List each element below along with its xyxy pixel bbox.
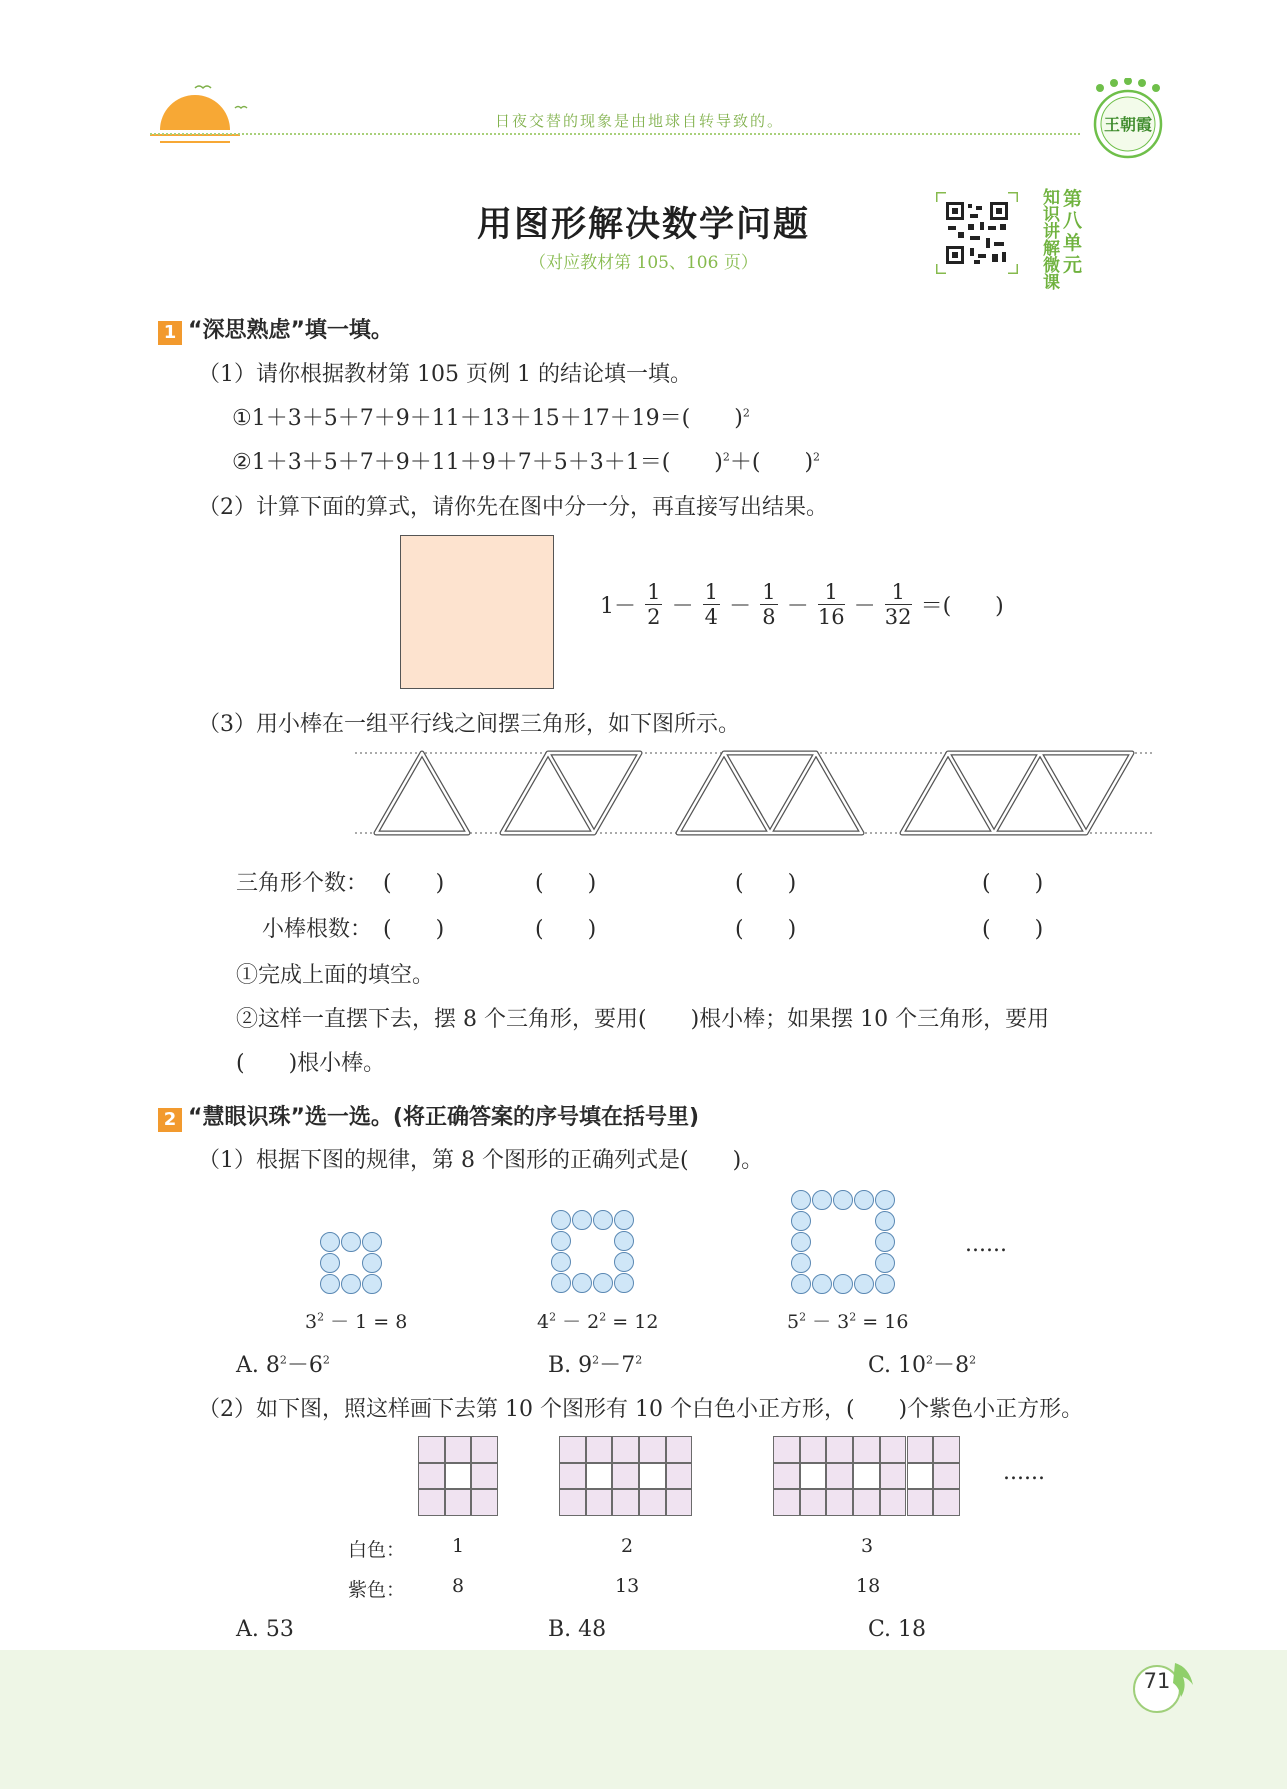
side-char: 单	[1063, 232, 1083, 254]
purple-value: 13	[615, 1575, 640, 1597]
equation: ①1＋3＋5＋7＋9＋11＋13＋15＋17＋19＝( )	[232, 406, 743, 431]
question-number-badge: 1	[158, 321, 182, 345]
purple-square	[559, 1489, 586, 1516]
fraction	[760, 580, 777, 629]
label-rest: = 16	[856, 1311, 909, 1333]
exponent: 2	[926, 1353, 934, 1367]
purple-square	[666, 1463, 693, 1490]
triangle-group-1	[376, 753, 468, 833]
purple-square	[418, 1489, 445, 1516]
circle	[362, 1232, 382, 1252]
exponent: 2	[599, 1310, 607, 1324]
purple-label: 紫色：	[348, 1579, 406, 1601]
circle	[551, 1273, 571, 1293]
denominator: 16	[817, 605, 845, 629]
purple-square	[559, 1463, 586, 1490]
base: 4	[537, 1311, 550, 1333]
q2-part2-intro: （2）如下图，照这样画下去第 10 个图形有 10 个白色小正方形，( )个紫色小正方形。	[198, 1397, 1084, 1422]
minus-sign: －	[599, 1353, 622, 1378]
minus-sign: －	[671, 594, 694, 619]
pattern-ellipsis: ......	[965, 1232, 1007, 1257]
purple-square	[933, 1463, 960, 1490]
side-char: 解	[1043, 239, 1060, 259]
exponent: 2	[799, 1310, 807, 1324]
white-square	[800, 1463, 827, 1490]
circle	[341, 1274, 361, 1294]
stick-count-label: 小棒根数：	[262, 917, 373, 942]
minus-sign: －	[933, 1353, 956, 1378]
answer-blank[interactable]: ( )	[535, 871, 597, 896]
purple-square	[907, 1489, 934, 1516]
side-char: 第	[1063, 188, 1083, 210]
sun-icon	[150, 80, 250, 150]
page-title: 用图形解决数学问题	[476, 205, 810, 245]
purple-square	[445, 1436, 472, 1463]
option-base: 8	[265, 1353, 280, 1378]
circle	[791, 1211, 811, 1231]
purple-square	[639, 1436, 666, 1463]
logo-badge-icon	[1088, 78, 1168, 166]
option-base: 7	[621, 1353, 636, 1378]
option-c[interactable]: C. 18	[868, 1617, 927, 1642]
white-square	[445, 1463, 472, 1490]
minus-sign: －	[286, 1353, 309, 1378]
purple-value: 18	[856, 1575, 881, 1597]
triangle-group-3	[678, 753, 862, 833]
q1-part2-intro: （2）计算下面的算式，请你先在图中分一分，再直接写出结果。	[198, 495, 828, 520]
side-char: 讲	[1043, 222, 1060, 242]
white-value: 2	[621, 1535, 634, 1557]
pattern-label-3	[787, 1307, 908, 1334]
purple-square	[639, 1489, 666, 1516]
exponent: 2	[635, 1353, 643, 1367]
exponent: 2	[279, 1353, 287, 1367]
circle	[362, 1253, 382, 1273]
circle	[833, 1274, 853, 1294]
circle	[812, 1274, 832, 1294]
circle	[791, 1190, 811, 1210]
question-1-heading	[158, 313, 393, 345]
numerator: 1	[647, 580, 661, 604]
purple-square	[880, 1489, 907, 1516]
q2-part1-intro: （1）根据下图的规律，第 8 个图形的正确列式是( )。	[198, 1148, 764, 1173]
exponent: 2	[969, 1353, 977, 1367]
circle-pattern-2	[551, 1210, 635, 1294]
denominator: 8	[762, 605, 776, 629]
purple-square	[773, 1436, 800, 1463]
side-char: 微	[1043, 256, 1060, 276]
circle	[614, 1273, 634, 1293]
base: 5	[787, 1311, 800, 1333]
purple-square	[559, 1436, 586, 1463]
denominator: 4	[704, 605, 719, 629]
denominator: 32	[884, 605, 912, 629]
side-char: 八	[1063, 210, 1083, 232]
q1-part3-b-line2: ( )根小棒。	[236, 1051, 386, 1076]
fraction	[703, 580, 720, 629]
answer-blank[interactable]: ( )	[735, 871, 797, 896]
fraction	[645, 580, 662, 629]
circle	[572, 1273, 592, 1293]
purple-square	[666, 1436, 693, 1463]
purple-square	[933, 1489, 960, 1516]
white-square	[586, 1463, 613, 1490]
exponent: 2	[592, 1353, 600, 1367]
qr-code-icon[interactable]	[936, 192, 1018, 274]
formula-end: ＝( )	[920, 594, 1004, 619]
option-b[interactable]: B. 48	[548, 1617, 607, 1642]
svg-text:王朝霞: 王朝霞	[1103, 115, 1153, 134]
numerator: 1	[818, 580, 845, 605]
header-dotted-line	[150, 133, 1080, 135]
square-grid-1	[418, 1436, 498, 1516]
purple-square	[471, 1436, 498, 1463]
purple-square	[445, 1489, 472, 1516]
white-square	[907, 1463, 934, 1490]
purple-square	[471, 1463, 498, 1490]
label-mid: － 2	[556, 1311, 600, 1333]
answer-blank[interactable]: ( )	[982, 917, 1044, 942]
circle-pattern-1	[320, 1232, 382, 1294]
fraction	[885, 580, 912, 629]
purple-square	[800, 1436, 827, 1463]
purple-square	[773, 1463, 800, 1490]
purple-square	[880, 1436, 907, 1463]
white-square	[639, 1463, 666, 1490]
circle	[320, 1232, 340, 1252]
side-char: 元	[1063, 254, 1083, 276]
circle	[791, 1253, 811, 1273]
purple-square	[826, 1463, 853, 1490]
minus-sign: －	[853, 594, 876, 619]
exponent: 2	[849, 1310, 857, 1324]
side-char: 课	[1043, 273, 1060, 293]
q1-part3-intro: （3）用小棒在一组平行线之间摆三角形，如下图所示。	[198, 712, 740, 737]
square-grid-3	[773, 1436, 961, 1516]
white-value: 1	[452, 1535, 465, 1557]
option-base: 10	[898, 1353, 927, 1378]
minus-sign: －	[729, 594, 752, 619]
pattern-label-2	[537, 1307, 658, 1334]
circle	[614, 1231, 634, 1251]
purple-square	[418, 1463, 445, 1490]
side-label-right	[1063, 188, 1085, 276]
white-value: 3	[861, 1535, 874, 1557]
purple-square	[907, 1436, 934, 1463]
circle	[875, 1253, 895, 1273]
circle	[854, 1190, 874, 1210]
option-base: 9	[578, 1353, 593, 1378]
circle	[614, 1252, 634, 1272]
exponent: 2	[722, 450, 730, 464]
circle	[791, 1274, 811, 1294]
question-title: “慧眼识珠”选一选。(将正确答案的序号填在括号里)	[188, 1105, 700, 1130]
purple-square	[853, 1436, 880, 1463]
numerator: 1	[762, 580, 776, 604]
circle	[875, 1211, 895, 1231]
option-a[interactable]	[236, 1348, 330, 1379]
minus-sign: －	[786, 594, 809, 619]
option-letter: C.	[868, 1353, 892, 1378]
circle	[875, 1190, 895, 1210]
exponent: 2	[317, 1310, 325, 1324]
answer-blank[interactable]: ( )	[982, 871, 1044, 896]
answer-blank[interactable]: ( )	[735, 917, 797, 942]
fraction	[818, 580, 845, 629]
purple-square	[933, 1436, 960, 1463]
question-number-badge: 2	[158, 1108, 182, 1132]
purple-square	[586, 1436, 613, 1463]
exponent: 2	[549, 1310, 557, 1324]
pattern-label-1	[305, 1307, 407, 1334]
formula-start: 1－	[600, 594, 636, 619]
circle	[791, 1232, 811, 1252]
purple-square	[800, 1489, 827, 1516]
q1-part1-a	[232, 401, 750, 432]
q1-part3-b-line1: ②这样一直摆下去，摆 8 个三角形，要用( )根小棒；如果摆 10 个三角形，要用	[236, 1007, 1050, 1032]
purple-square	[826, 1489, 853, 1516]
circle	[551, 1210, 571, 1230]
q1-part3-a: ①完成上面的填空。	[236, 963, 435, 988]
side-char: 识	[1043, 205, 1060, 225]
circle	[341, 1232, 361, 1252]
purple-square	[853, 1489, 880, 1516]
purple-square	[612, 1489, 639, 1516]
white-label: 白色：	[348, 1539, 406, 1561]
circle	[614, 1210, 634, 1230]
white-square	[853, 1463, 880, 1490]
purple-square	[612, 1463, 639, 1490]
circle	[833, 1190, 853, 1210]
fraction-square-diagram[interactable]	[400, 535, 554, 689]
purple-square	[586, 1489, 613, 1516]
option-base: 8	[955, 1353, 970, 1378]
exponent: 2	[813, 450, 821, 464]
base: 3	[305, 1311, 318, 1333]
question-2-heading	[158, 1100, 699, 1132]
footer-band	[0, 1650, 1287, 1789]
purple-square	[826, 1436, 853, 1463]
label-rest: = 12	[606, 1311, 659, 1333]
purple-square	[880, 1463, 907, 1490]
fraction-formula	[598, 580, 1006, 629]
circle	[572, 1210, 592, 1230]
purple-square	[418, 1436, 445, 1463]
question-title: “深思熟虑”填一填。	[188, 318, 393, 343]
square-grid-2	[559, 1436, 693, 1516]
circle	[320, 1274, 340, 1294]
answer-blank[interactable]: ( )	[535, 917, 597, 942]
side-char: 知	[1043, 188, 1060, 208]
circle	[854, 1274, 874, 1294]
triangle-count-label: 三角形个数：	[236, 871, 369, 896]
stick-triangles-diagram	[350, 745, 1160, 840]
answer-blank[interactable]: ( )	[383, 871, 445, 896]
circle	[875, 1232, 895, 1252]
circle	[551, 1231, 571, 1251]
label-rest: － 1 = 8	[324, 1311, 408, 1333]
exponent: 2	[322, 1353, 330, 1367]
denominator: 2	[647, 605, 661, 629]
label-mid: － 3	[806, 1311, 850, 1333]
option-letter: B.	[548, 1353, 572, 1378]
equation-tail: ＋( )	[729, 450, 814, 475]
option-c[interactable]	[868, 1348, 976, 1379]
circle	[875, 1274, 895, 1294]
option-base: 6	[308, 1353, 323, 1378]
option-b[interactable]	[548, 1348, 642, 1379]
numerator: 1	[704, 580, 719, 604]
option-letter: A.	[236, 1353, 259, 1378]
equation: ②1＋3＋5＋7＋9＋11＋9＋7＋5＋3＋1＝( )	[232, 450, 723, 475]
purple-square	[773, 1489, 800, 1516]
circle	[593, 1273, 613, 1293]
circle	[812, 1190, 832, 1210]
q1-part1-b	[232, 445, 820, 476]
answer-blank[interactable]: ( )	[383, 917, 445, 942]
purple-square	[666, 1489, 693, 1516]
q1-part1-intro: （1）请你根据教材第 105 页例 1 的结论填一填。	[198, 362, 692, 387]
circle	[551, 1252, 571, 1272]
circle	[320, 1253, 340, 1273]
page-subtitle: （对应教材第 105、106 页）	[529, 253, 758, 273]
exponent: 2	[742, 406, 750, 420]
purple-value: 8	[452, 1575, 465, 1597]
page-number: 71	[1143, 1669, 1171, 1693]
grid-ellipsis: ......	[1003, 1460, 1045, 1485]
purple-square	[612, 1436, 639, 1463]
side-label-left	[1043, 190, 1063, 292]
circle-pattern-3	[791, 1190, 897, 1296]
option-a[interactable]: A. 53	[236, 1617, 294, 1642]
purple-square	[471, 1489, 498, 1516]
circle	[362, 1274, 382, 1294]
circle	[593, 1210, 613, 1230]
numerator: 1	[885, 580, 912, 605]
header-motto: 日夜交替的现象是由地球自转导致的。	[495, 112, 785, 130]
